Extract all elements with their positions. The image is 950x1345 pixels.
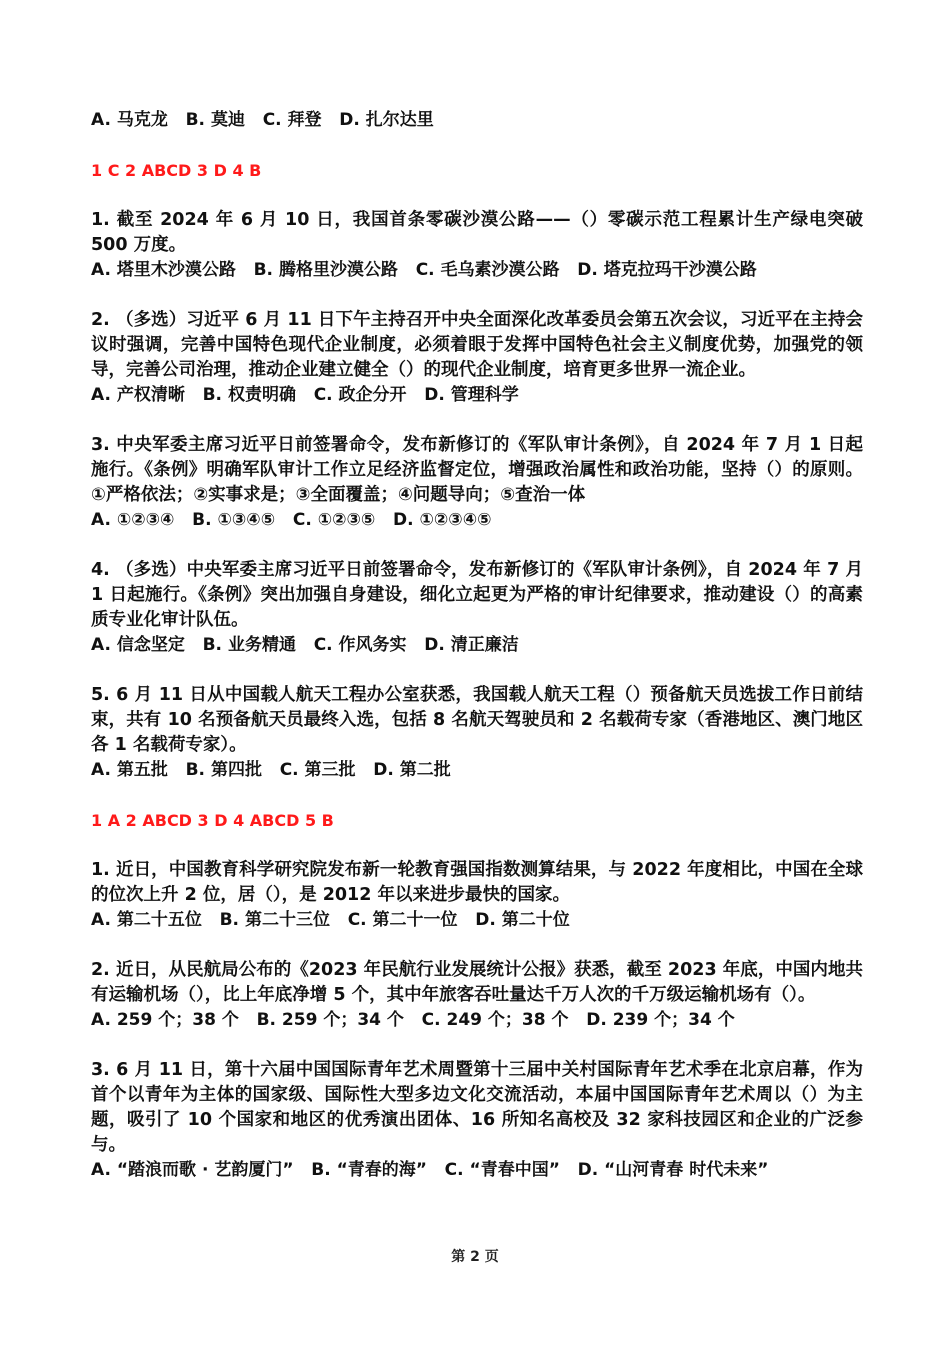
question-options: A. ①②③④ B. ①③④⑤ C. ①②③⑤ D. ①②③④⑤: [91, 510, 492, 530]
answer-key-1: 1 C 2 ABCD 3 D 4 B: [91, 161, 262, 180]
question-options: A. “踏浪而歌 · 艺韵厦门” B. “青春的海” C. “青春中国” D. “山河青春 时代未来”: [91, 1160, 769, 1180]
question-3-3: [91, 1058, 863, 1183]
question-options: A. 第五批 B. 第四批 C. 第三批 D. 第二批: [91, 760, 451, 780]
question-options: A. 259 个；38 个 B. 259 个；34 个 C. 249 个；38 个 D. 239 个；34 个: [91, 1010, 735, 1030]
top-options-line: A. 马克龙 B. 莫迪 C. 拜登 D. 扎尔达里: [91, 110, 434, 130]
question-options: A. 信念坚定 B. 业务精通 C. 作风务实 D. 清正廉洁: [91, 635, 519, 655]
question-text: 1. 截至 2024 年 6 月 10 日，我国首条零碳沙漠公路——（）零碳示范工程累计生产绿电突破 500 万度。: [91, 210, 863, 255]
question-options: A. 塔里木沙漠公路 B. 腾格里沙漠公路 C. 毛乌素沙漠公路 D. 塔克拉玛干沙漠公路: [91, 260, 757, 280]
question-text: 2. （多选）习近平 6 月 11 日下午主持召开中央全面深化改革委员会第五次会议，习近平在主持会议时强调，完善中国特色现代企业制度，必须着眼于发挥中国特色社会主义制度优势，加强党的领导，完善公司治理，推动企业建立健全（）的现代企业制度，培育更多世界一流企业。: [91, 310, 863, 380]
question-options: A. 产权清晰 B. 权责明确 C. 政企分开 D. 管理科学: [91, 385, 519, 405]
question-2-3: [91, 433, 863, 533]
question-2-2: [91, 308, 863, 408]
question-2-1: [91, 208, 863, 283]
question-text: 1. 近日，中国教育科学研究院发布新一轮教育强国指数测算结果，与 2022 年度相比，中国在全球的位次上升 2 位，居（），是 2012 年以来进步最快的国家。: [91, 860, 863, 905]
question-2-5: [91, 683, 863, 783]
question-text: 5. 6 月 11 日从中国载人航天工程办公室获悉，我国载人航天工程（）预备航天员选拔工作日前结束，共有 10 名预备航天员最终入选，包括 8 名航天驾驶员和 2 名载荷专家（香港地区、澳门地区各 1 名载荷专家）。: [91, 685, 863, 755]
question-2-4: [91, 558, 863, 658]
question-text: 2. 近日，从民航局公布的《2023 年民航行业发展统计公报》获悉，截至 2023 年底，中国内地共有运输机场（），比上年底净增 5 个，其中年旅客吞吐量达千万人次的千万级运输机场有（）。: [91, 960, 863, 1005]
question-text: 3. 6 月 11 日，第十六届中国国际青年艺术周暨第十三届中关村国际青年艺术季在北京启幕，作为首个以青年为主体的国家级、国际性大型多边文化交流活动，本届中国国际青年艺术周以（）为主题，吸引了 10 个国家和地区的优秀演出团体、16 所知名高校及 32 家科技园区和企业的广泛参与。: [91, 1060, 863, 1155]
page-content: [91, 108, 863, 1208]
question-text: 4. （多选）中央军委主席习近平日前签署命令，发布新修订的《军队审计条例》，自 2024 年 7 月 1 日起施行。《条例》突出加强自身建设，细化立起更为严格的审计纪律要求，推动建设（）的高素质专业化审计队伍。: [91, 560, 863, 630]
question-options: A. 第二十五位 B. 第二十三位 C. 第二十一位 D. 第二十位: [91, 910, 570, 930]
page-number: 第 2 页: [451, 1249, 499, 1265]
question-text: 3. 中央军委主席习近平日前签署命令，发布新修订的《军队审计条例》，自 2024 年 7 月 1 日起施行。《条例》明确军队审计工作立足经济监督定位，增强政治属性和政治功能，坚持（）的原则。①严格依法；②实事求是；③全面覆盖；④问题导向；⑤查治一体: [91, 435, 863, 505]
question-3-2: [91, 958, 863, 1033]
question-3-1: [91, 858, 863, 933]
answer-key-2: 1 A 2 ABCD 3 D 4 ABCD 5 B: [91, 811, 334, 830]
